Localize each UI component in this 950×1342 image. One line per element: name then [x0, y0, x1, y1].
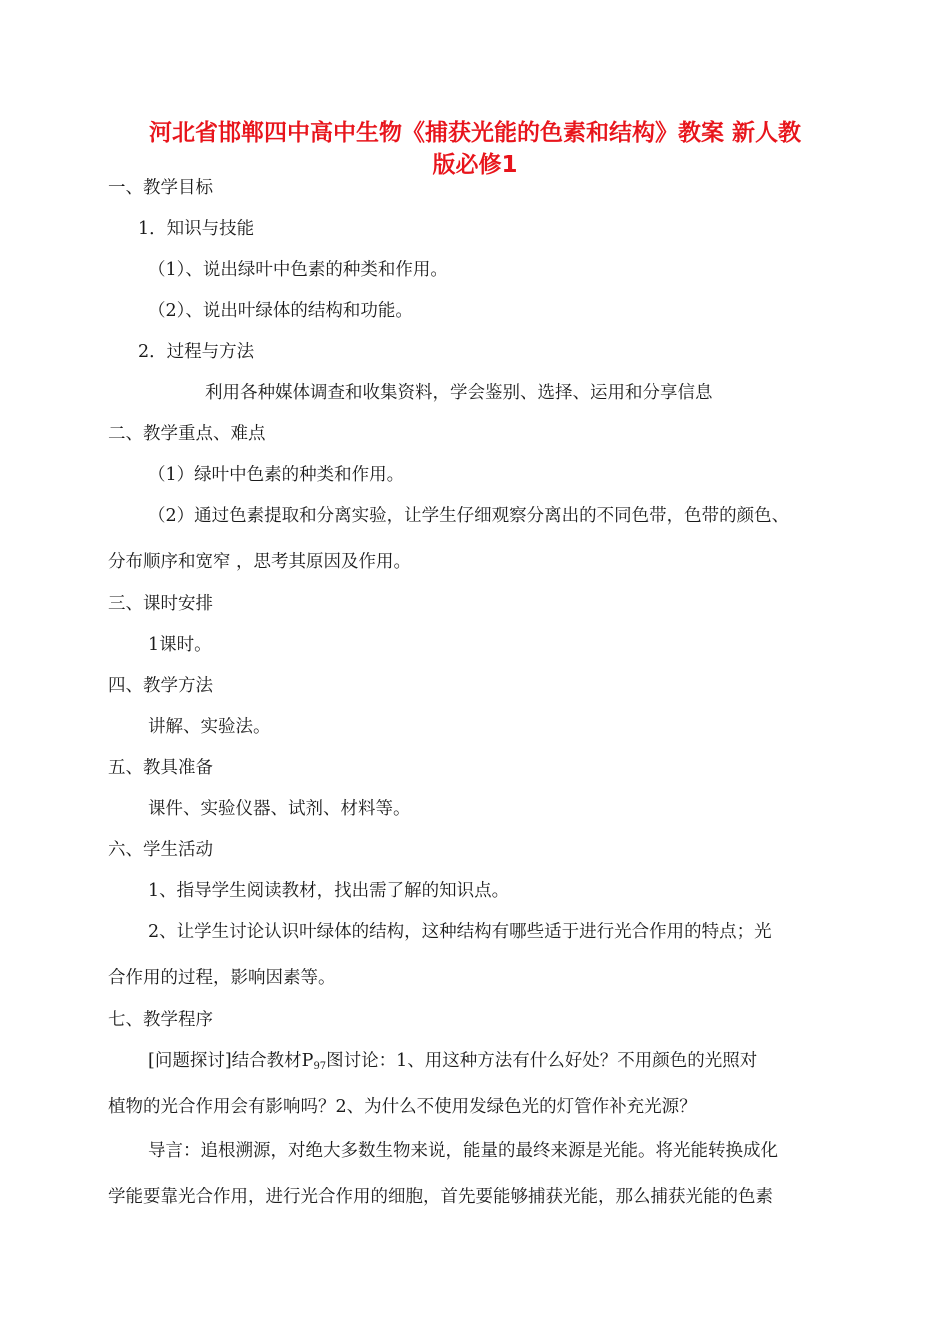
- objective-item-2: （2）、说出叶绿体的结构和功能。: [148, 301, 413, 321]
- schedule-text: 1课时。: [148, 635, 212, 655]
- section-heading-key-points: 二、教学重点、难点: [108, 424, 266, 444]
- document-title-line-2: 版必修1: [432, 152, 518, 178]
- section-heading-methods: 四、教学方法: [108, 676, 213, 696]
- subheading-knowledge: 1．知识与技能: [138, 219, 255, 239]
- section-heading-materials: 五、教具准备: [108, 758, 213, 778]
- document-title-line-1: 河北省邯郸四中高中生物《捕获光能的色素和结构》教案 新人教: [148, 120, 801, 146]
- materials-text: 课件、实验仪器、试剂、材料等。: [148, 799, 411, 819]
- section-heading-objectives: 一、教学目标: [108, 178, 213, 198]
- activity-item-1: 1、指导学生阅读教材，找出需了解的知识点。: [148, 881, 510, 901]
- section-heading-procedure: 七、教学程序: [108, 1010, 213, 1030]
- subheading-process: 2．过程与方法: [138, 342, 255, 362]
- key-point-2: （2）通过色素提取和分离实验，让学生仔细观察分离出的不同色带，色带的颜色、: [148, 506, 790, 526]
- objective-item-1: （1）、说出绿叶中色素的种类和作用。: [148, 260, 448, 280]
- introduction-line-2: 学能要靠光合作用，进行光合作用的细胞，首先要能够捕获光能，那么捕获光能的色素: [108, 1187, 773, 1207]
- problem-discussion-line-1: [148, 1049, 757, 1079]
- key-point-1: （1）绿叶中色素的种类和作用。: [148, 465, 405, 485]
- section-heading-schedule: 三、课时安排: [108, 594, 213, 614]
- problem-discussion-text-b: 图讨论：1、用这种方法有什么好处？不用颜色的光照对: [326, 1051, 758, 1071]
- methods-text: 讲解、实验法。: [148, 717, 271, 737]
- page-number-subscript: 97: [313, 1061, 327, 1072]
- activity-item-2-continued: 合作用的过程，影响因素等。: [108, 968, 336, 988]
- problem-discussion-text-a: [问题探讨]结合教材P: [148, 1051, 314, 1071]
- process-text: 利用各种媒体调查和收集资料，学会鉴别、选择、运用和分享信息: [205, 383, 713, 403]
- introduction-line-1: 导言：追根溯源，对绝大多数生物来说，能量的最终来源是光能。将光能转换成化: [148, 1141, 778, 1161]
- problem-discussion-line-2: 植物的光合作用会有影响吗？2、为什么不使用发绿色光的灯管作补充光源？: [108, 1097, 697, 1117]
- section-heading-activities: 六、学生活动: [108, 840, 213, 860]
- activity-item-2: 2、让学生讨论认识叶绿体的结构，这种结构有哪些适于进行光合作用的特点；光: [148, 922, 772, 942]
- key-point-2-continued: 分布顺序和宽窄 ，思考其原因及作用。: [108, 552, 412, 572]
